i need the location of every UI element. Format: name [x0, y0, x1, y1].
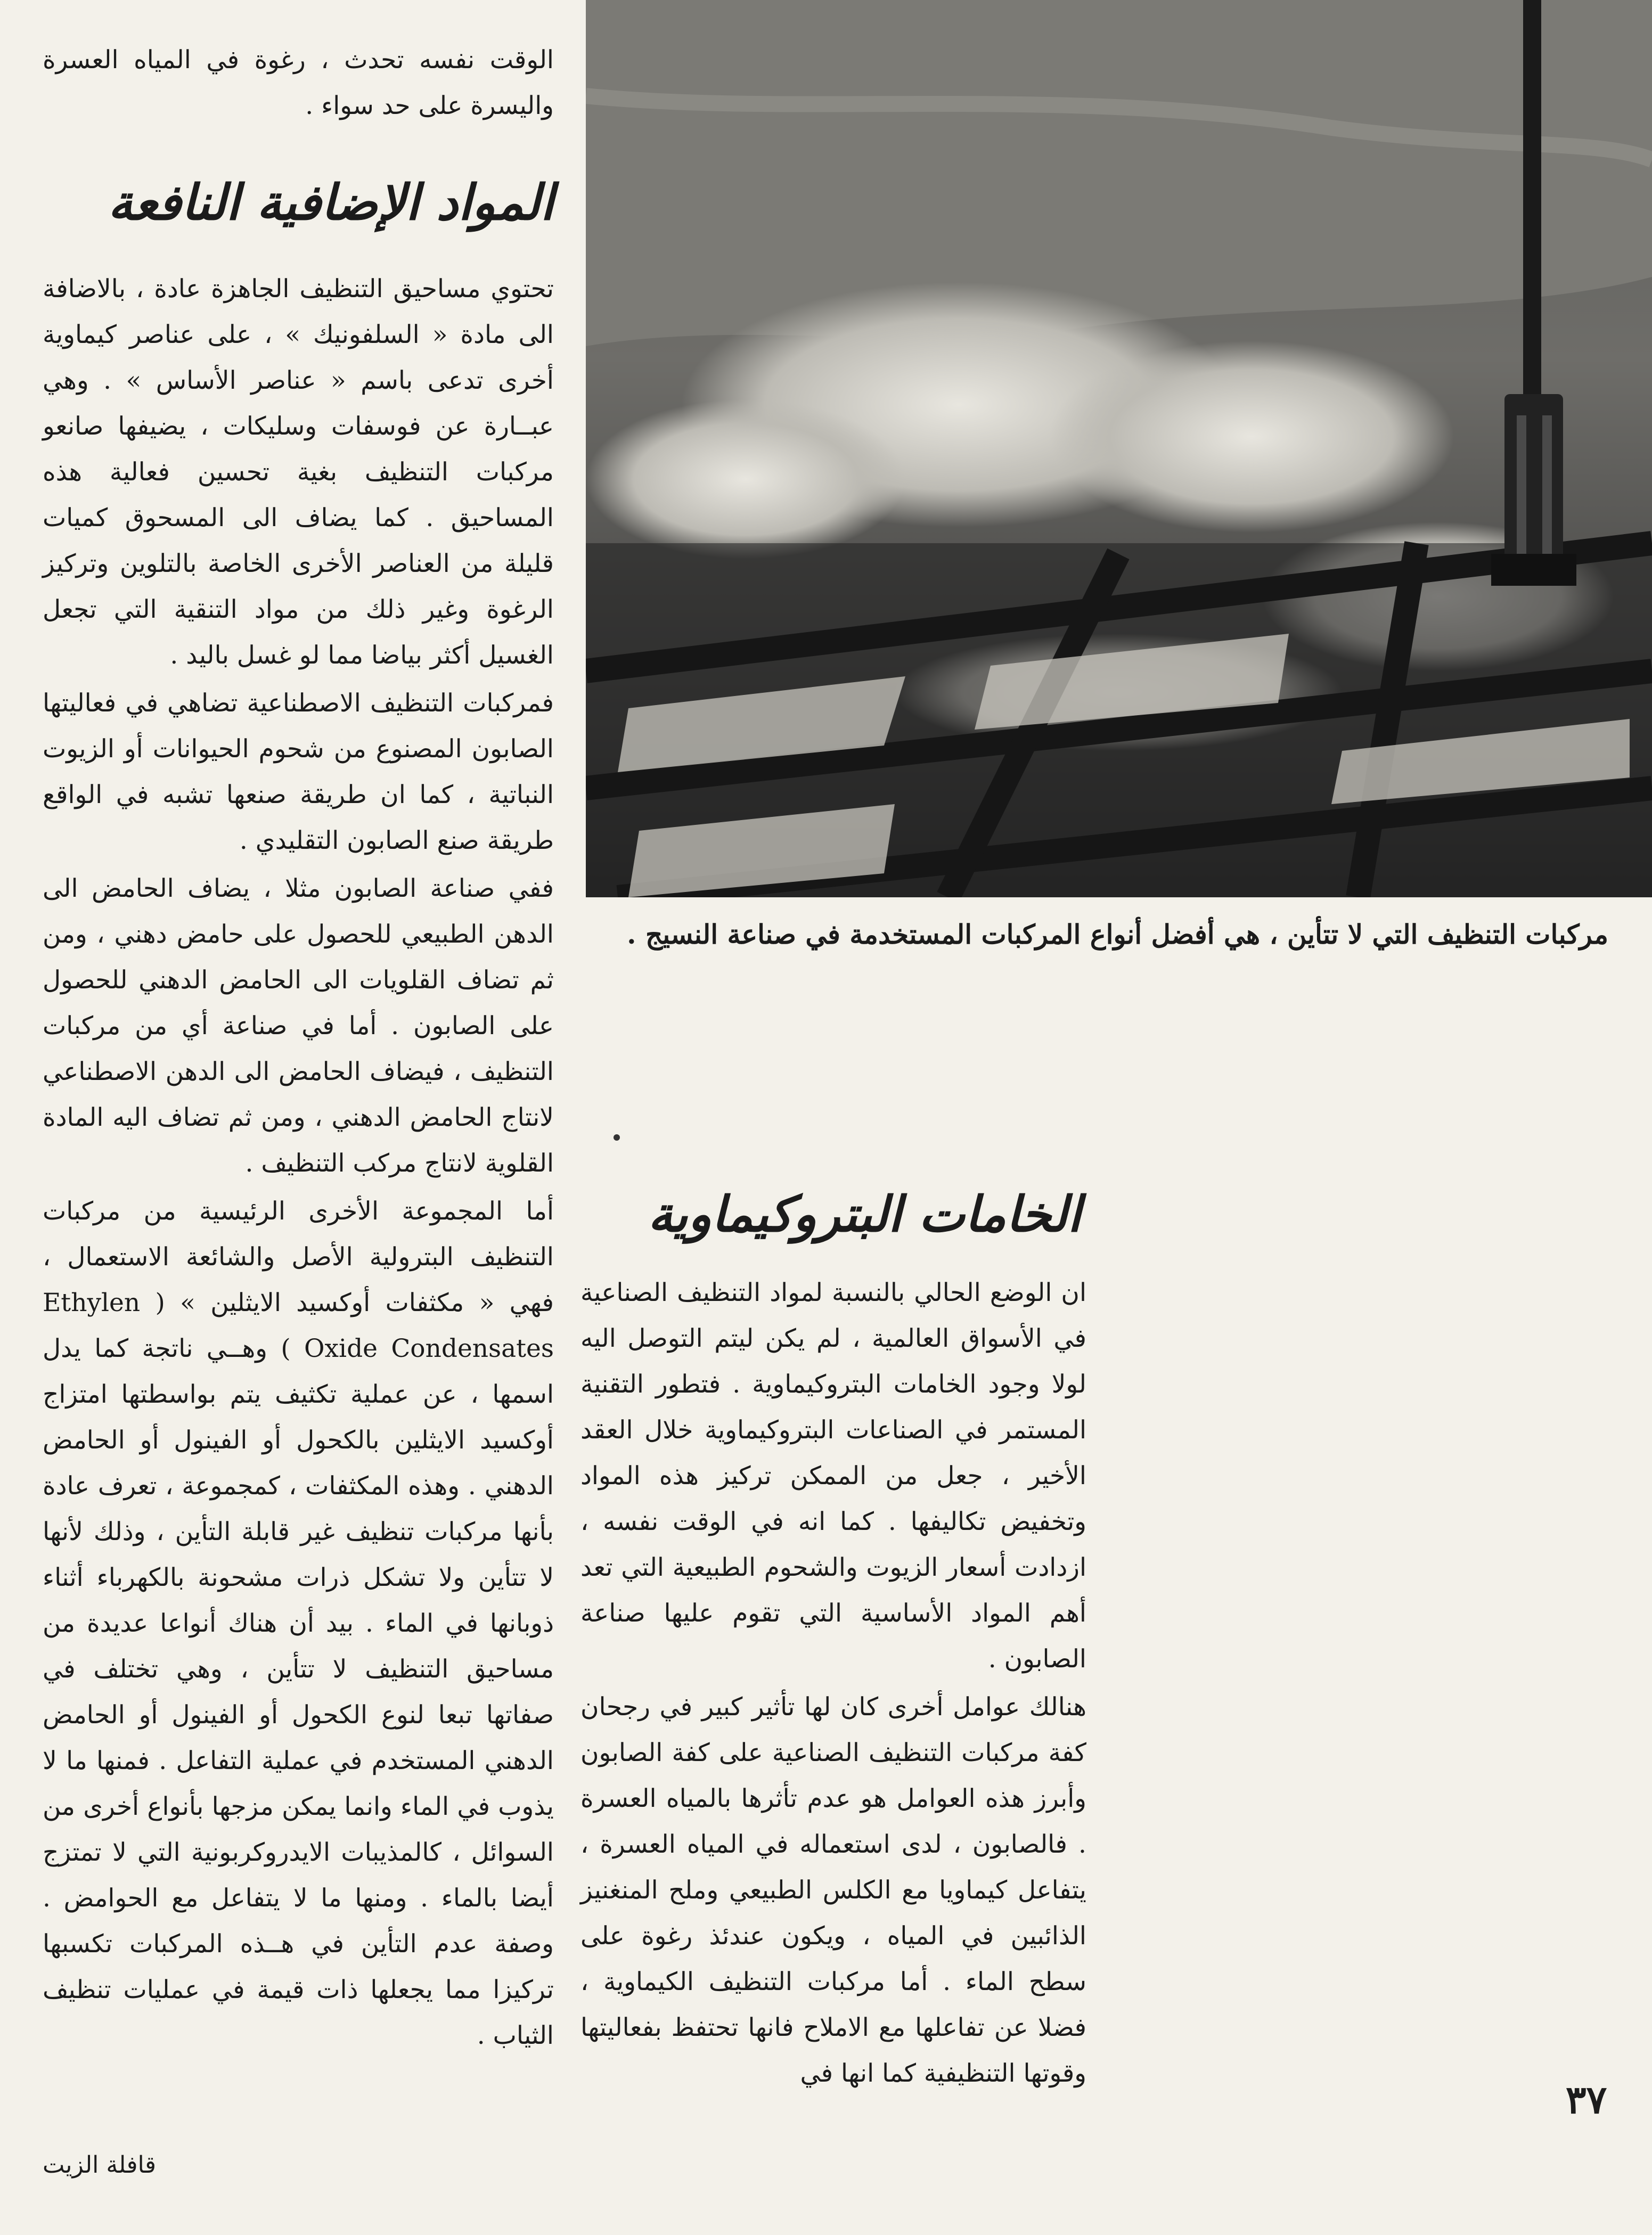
paragraph: أما المجموعة الأخرى الرئيسية من مركبات التنظيف البترولية الأصل والشائعة الاستعمال ، فهي « مكثفات أوكسيد الايثلين » ( Ethylen Oxide Condensates ) وهــي ناتجة كما يدل اسمها ، عن عملية تكثيف يتم بواسطتها امتزاج أوكسيد الايثلين بالكحول أو الفينول أو الحامض الدهني . وهذه المكثفات ، كمجموعة ، تعرف عادة بأنها مركبات تنظيف غير قابلة التأين ، وذلك لأنها لا تتأين ولا تشكل ذرات مشحونة بالكهرباء أثناء ذوبانها في الماء . بيد أن هناك أنواعا عديدة من مساحيق التنظيف لا تتأين ، وهي تختلف في صفاتها تبعا لنوع الكحول أو الفينول أو الحامض الدهني المستخدم في عملية التفاعل . فمنها ما لا يذوب في الماء وانما يمكن مزجها بأنواع أخرى من السوائل ، كالمذيبات الايدروكربونية التي لا تمتزج أيضا بالماء . ومنها ما لا يتفاعل مع الحوامض . وصفة عدم التأين في هــذه المركبات تكسبها تركيزا مما يجعلها ذات قيمة في عمليات تنظيف الثياب . — [43, 1197, 554, 2050]
paragraph: هنالك عوامل أخرى كان لها تأثير كبير في رجحان كفة مركبات التنظيف الصناعية على كفة الصابون وأبرز هذه العوامل هو عدم تأثرها بالمياه العسرة . فالصابون ، لدى استعماله في المياه العسرة ، يتفاعل كيماويا مع الكلس الطبيعي وملح المنغنيز الذائبين في المياه ، ويكون عندئذ رغوة على سطح الماء . أما مركبات التنظيف الكيماوية ، فضلا عن تفاعلها مع الاملاح فانها تحتفظ بفعاليتها وقوتها التنظيفية كما انها في — [580, 1692, 1086, 2088]
decorative-dot — [614, 1134, 620, 1141]
textile-machine-photo — [586, 0, 1652, 897]
section-heading-petrochemicals: الخامات البتروكيماوية — [648, 1185, 1081, 1243]
paragraph: ان الوضع الحالي بالنسبة لمواد التنظيف الصناعية في الأسواق العالمية ، لم يكن ليتم التوصل اليه لولا وجود الخامات البتروكيماوية . فتطور التقنية المستمر في الصناعات البتروكيماوية خلال العقد الأخير ، جعل من الممكن تركيز هذه المواد وتخفيض تكاليفها . كما انه في الوقت نفسه ، ازدادت أسعار الزيوت والشحوم الطبيعية التي تعد أهم المواد الأساسية التي تقوم عليها صناعة الصابون . — [580, 1278, 1086, 1674]
paragraph: فمركبات التنظيف الاصطناعية تضاهي في فعاليتها الصابون المصنوع من شحوم الحيوانات أو الزيوت النباتية ، كما ان طريقة صنعها تشبه في الواقع طريقة صنع الصابون التقليدي . — [43, 689, 554, 855]
photo-caption: مركبات التنظيف التي لا تتأين ، هي أفضل أنواع المركبات المستخدمة في صناعة النسيج . — [627, 919, 1608, 950]
paragraph: ففي صناعة الصابون مثلا ، يضاف الحامض الى الدهن الطبيعي للحصول على حامض دهني ، ومن ثم تضاف القلويات الى الحامض الدهني للحصول على الصابون . أما في صناعة أي من مركبات التنظيف ، فيضاف الحامض الى الدهن الاصطناعي لانتاج الحامض الدهني ، ومن ثم تضاف اليه المادة القلوية لانتاج مركب التنظيف . — [43, 874, 554, 1178]
paragraph: تحتوي مساحيق التنظيف الجاهزة عادة ، بالاضافة الى مادة « السلفونيك » ، على عناصر كيماوية أخرى تدعى باسم « عناصر الأساس » . وهي عبــارة عن فوسفات وسليكات ، يضيفها صانعو مركبات التنظيف بغية تحسين فعالية هذه المساحيق . كما يضاف الى المسحوق كميات قليلة من العناصر الأخرى الخاصة بالتلوين وتركيز الرغوة وغير ذلك من مواد التنقية التي تجعل الغسيل أكثر بياضا مما لو غسل باليد . — [43, 274, 554, 670]
magazine-footer: قافلة الزيت — [43, 2151, 156, 2179]
section-heading-additives: المواد الإضافية النافعة — [108, 174, 554, 231]
intro-text: الوقت نفسه تحدث ، رغوة في المياه العسرة واليسرة على حد سواء . — [43, 45, 554, 120]
page-number: ٣٧ — [1566, 2077, 1607, 2122]
right-column-body — [580, 1270, 1086, 2097]
left-column — [43, 37, 554, 129]
left-column-body — [43, 266, 554, 2059]
